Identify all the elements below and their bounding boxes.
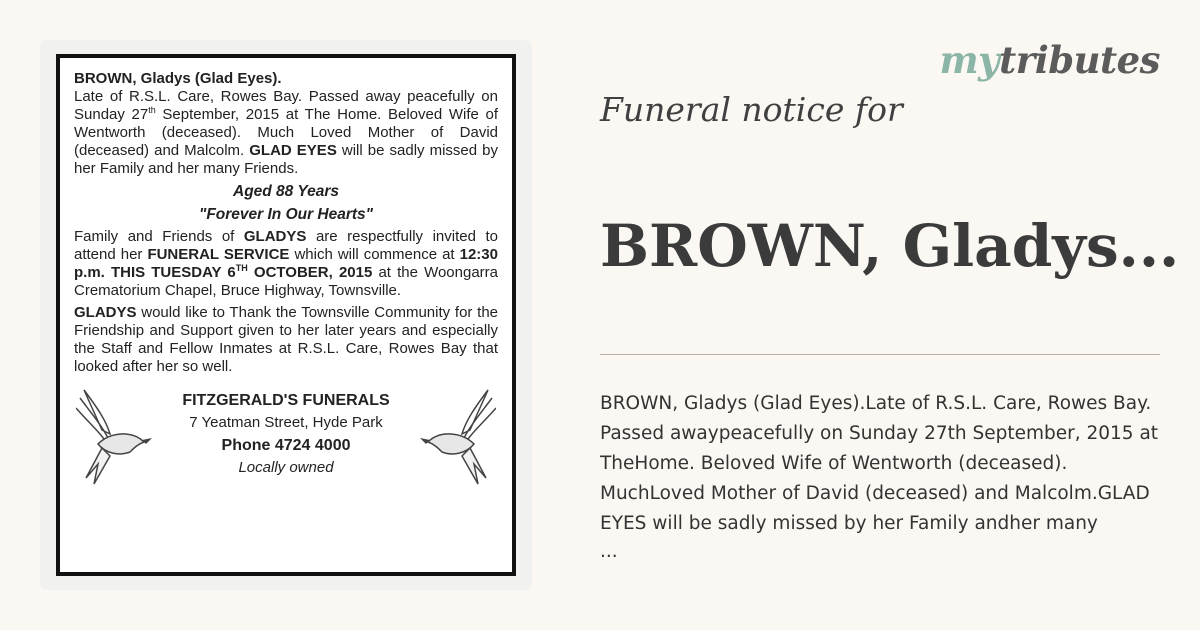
divider bbox=[600, 354, 1160, 355]
p3-name: GLADYS bbox=[74, 304, 137, 321]
notice-aged: Aged 88 Years bbox=[233, 183, 339, 200]
p1-bold: GLAD EYES bbox=[249, 142, 337, 159]
p2-time: 12:30 p.m. THIS TUESDAY 6 bbox=[74, 246, 498, 281]
notice-frame bbox=[56, 54, 516, 576]
brand-my: my bbox=[939, 38, 1000, 82]
funeral-director-phone: Phone 4724 4000 bbox=[221, 437, 351, 454]
notice-paragraph-1 bbox=[74, 88, 498, 178]
p2-name: GLADYS bbox=[243, 228, 307, 245]
page-title: BROWN, Gladys... bbox=[600, 212, 1180, 280]
excerpt-ellipsis: ... bbox=[600, 541, 618, 562]
notice-heading: BROWN, Gladys (Glad Eyes). bbox=[74, 70, 282, 87]
p1-rest: September, 2015 at The Home. Beloved Wife of Wentworth (deceased). Much Loved Mother of David (deceased) and Malcolm. bbox=[74, 106, 499, 159]
notice-paragraph-2 bbox=[74, 228, 498, 300]
notice-paragraph-3 bbox=[74, 304, 498, 376]
funeral-director-tagline: Locally owned bbox=[238, 459, 334, 476]
funeral-director-address: 7 Yeatman Street, Hyde Park bbox=[189, 414, 383, 431]
p3-rest: would like to Thank the Townsville Community for the Friendship and Support given to her later years and especially the Staff and Fellow Inmates at R.S.L. Care, Rowes Bay that looked after her so well. bbox=[74, 304, 498, 375]
dove-icon bbox=[416, 386, 496, 486]
brand-logo[interactable] bbox=[939, 38, 1160, 82]
p2-service: FUNERAL SERVICE bbox=[147, 246, 290, 263]
notice-excerpt bbox=[600, 389, 1175, 565]
p2-sup: TH bbox=[235, 263, 248, 273]
p1-text: Late of R.S.L. Care, Rowes Bay. Passed away peacefully on Sunday 27 bbox=[74, 88, 498, 123]
funeral-director-block bbox=[74, 390, 498, 500]
p2-date: OCTOBER, 2015 bbox=[247, 264, 373, 281]
p2-d: at the Woongarra Crematorium Chapel, Bruce Highway, Townsville. bbox=[74, 264, 499, 299]
excerpt-text: BROWN, Gladys (Glad Eyes).Late of R.S.L. Care, Rowes Bay. Passed awaypeacefully on Sunday 27th September, 2015 at TheHome. Beloved Wife of Wentworth (deceased). MuchLoved Mother of David (deceased) and Malcolm.GLAD EYES will be sadly missed by her Family andher many bbox=[600, 393, 1159, 534]
funeral-director-name: FITZGERALD'S FUNERALS bbox=[182, 392, 390, 409]
p1-end: will be sadly missed by her Family and her many Friends. bbox=[74, 142, 498, 177]
p1-sup: th bbox=[148, 105, 156, 115]
brand-tributes: tributes bbox=[999, 38, 1160, 82]
p2-a: Family and Friends of bbox=[74, 228, 244, 245]
p2-b: are respectfully invited to attend her bbox=[74, 228, 498, 263]
notice-image bbox=[40, 40, 532, 590]
page-subtitle: Funeral notice for bbox=[600, 90, 903, 129]
p2-c: which will commence at bbox=[289, 246, 460, 263]
notice-quote: "Forever In Our Hearts" bbox=[198, 206, 374, 223]
dove-icon bbox=[76, 386, 156, 486]
